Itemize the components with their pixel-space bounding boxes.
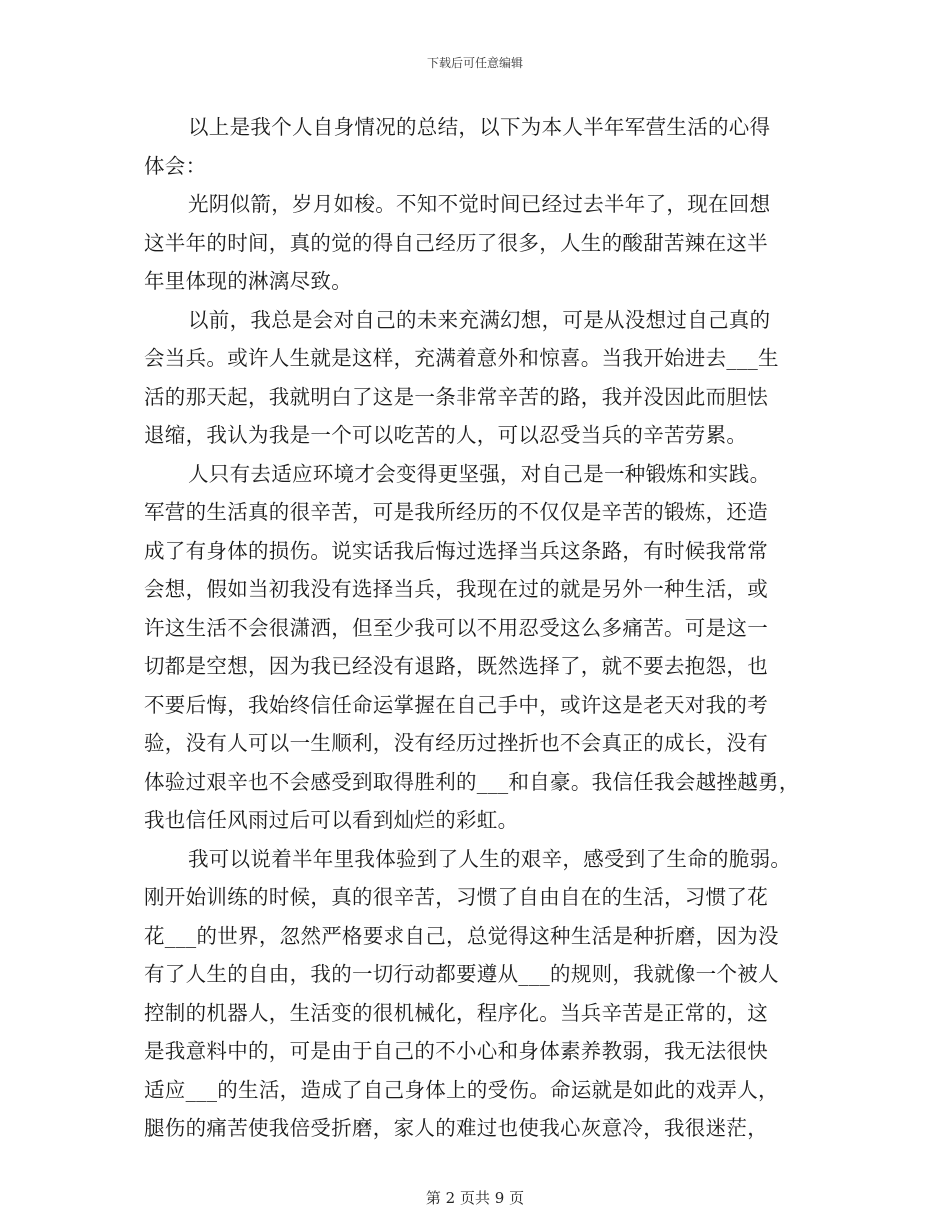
text-line: 会当兵。或许人生就是这样，充满着意外和惊喜。当我开始进去___生 — [144, 346, 779, 370]
text-line: 年里体现的淋漓尽致。 — [144, 269, 352, 293]
text-line: 有了人生的自由，我的一切行动都要遵从___的规则，我就像一个被人 — [144, 962, 779, 986]
text-line: 腿伤的痛苦使我倍受折磨，家人的难过也使我心灰意冷，我很迷茫， — [144, 1116, 768, 1140]
text-line: 军营的生活真的很辛苦，可是我所经历的不仅仅是辛苦的锻炼，还造 — [144, 500, 768, 524]
text-line: 体验过艰辛也不会感受到取得胜利的___和自豪。我信任我会越挫越勇， — [144, 769, 800, 794]
text-line: 体会： — [144, 153, 207, 178]
text-line: 切都是空想，因为我已经没有退路，既然选择了，就不要去抱怨，也 — [144, 654, 768, 678]
text-line: 以上是我个人自身情况的总结，以下为本人半年军营生活的心得 — [188, 115, 771, 139]
text-line: 刚开始训练的时候，真的很辛苦，习惯了自由自在的生活，习惯了花 — [144, 885, 768, 909]
page-header: 下载后可任意编辑 — [426, 56, 523, 70]
text-line: 活的那天起，我就明白了这是一条非常辛苦的路，我并没因此而胆怯 — [144, 384, 768, 409]
text-line: 以前，我总是会对自己的未来充满幻想，可是从没想过自己真的 — [188, 307, 771, 332]
text-line: 验，没有人可以一生顺利，没有经历过挫折也不会真正的成长，没有 — [144, 731, 768, 755]
text-line: 我可以说着半年里我体验到了人生的艰辛，感受到了生命的脆弱。 — [188, 846, 792, 871]
text-line: 许这生活不会很潇洒，但至少我可以不用忍受这么多痛苦。可是这一 — [144, 615, 768, 640]
text-line: 这半年的时间，真的觉的得自己经历了很多，人生的酸甜苦辣在这半 — [144, 230, 768, 255]
text-line: 成了有身体的损伤。说实话我后悔过选择当兵这条路，有时候我常常 — [144, 538, 768, 563]
text-line: 会想，假如当初我没有选择当兵，我现在过的就是另外一种生活，或 — [144, 577, 768, 601]
document-body — [144, 108, 814, 1148]
text-line: 适应___的生活，造成了自己身体上的受伤。命运就是如此的戏弄人， — [144, 1077, 779, 1102]
text-line: 退缩，我认为我是一个可以吃苦的人，可以忍受当兵的辛苦劳累。 — [144, 423, 748, 447]
text-line: 是我意料中的，可是由于自己的不小心和身体素养教弱，我无法很快 — [144, 1039, 768, 1063]
text-line: 控制的机器人，生活变的很机械化，程序化。当兵辛苦是正常的，这 — [144, 1000, 768, 1025]
text-line: 人只有去适应环境才会变得更坚强，对自己是一种锻炼和实践。 — [188, 461, 771, 486]
page-footer: 第 2 页共 9 页 — [425, 1189, 525, 1207]
text-line: 不要后悔，我始终信任命运掌握在自己手中，或许这是老天对我的考 — [144, 692, 768, 717]
text-line: 花___的世界，忽然严格要求自己，总觉得这种生活是种折磨，因为没 — [144, 923, 779, 948]
text-line: 我也信任风雨过后可以看到灿烂的彩虹。 — [144, 808, 519, 832]
text-line: 光阴似箭，岁月如梭。不知不觉时间已经过去半年了，现在回想 — [188, 192, 771, 216]
